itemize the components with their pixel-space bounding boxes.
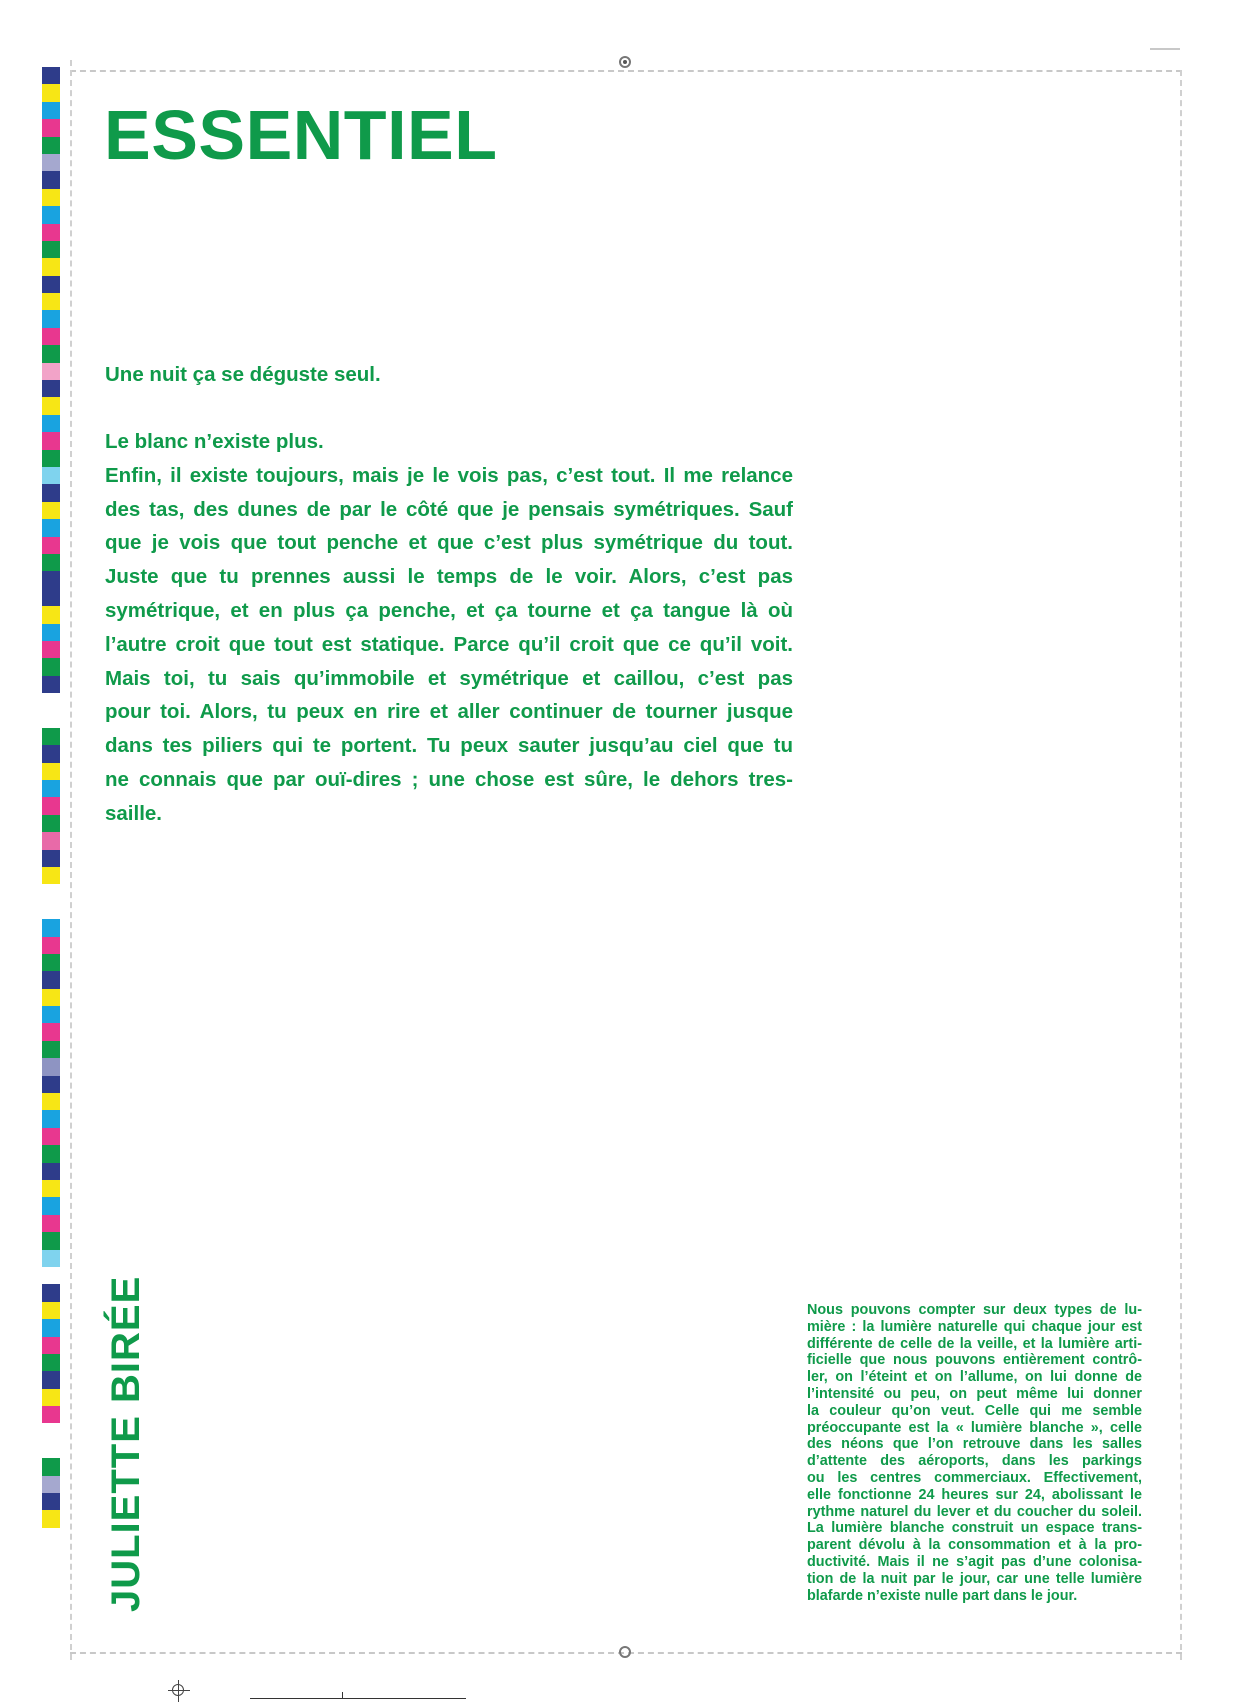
- color-swatch: [42, 467, 60, 484]
- color-swatch: [42, 310, 60, 327]
- color-swatch: [42, 84, 60, 101]
- color-swatch: [42, 328, 60, 345]
- color-swatch: [42, 624, 60, 641]
- color-swatch: [42, 1145, 60, 1162]
- color-swatch: [42, 1493, 60, 1510]
- color-swatch: [42, 850, 60, 867]
- body-line: pour toi. Alors, tu peux en rire et aller continuer de tourner jusque: [105, 700, 793, 724]
- color-swatch: [42, 728, 60, 745]
- color-swatch: [42, 815, 60, 832]
- color-swatch: [42, 937, 60, 954]
- sidenote-line: mière : la lumière naturelle qui chaque jour est: [807, 1318, 1142, 1335]
- body-line: ne connais que par ouï-dires ; une chose est sûre, le dehors tres-: [105, 767, 793, 791]
- color-swatch: [42, 797, 60, 814]
- color-swatch: [42, 519, 60, 536]
- crosshair-icon: [168, 1680, 190, 1702]
- color-swatch: [42, 867, 60, 884]
- sidenote-line: ou les centres commerciaux. Effectivement,: [807, 1469, 1142, 1486]
- sidenote-line: des néons que l’on retrouve dans les salles: [807, 1436, 1142, 1453]
- color-swatch: [42, 537, 60, 554]
- sidenote-line: parent dévolu à la consommation et à la pro-: [807, 1537, 1142, 1554]
- color-swatch: [42, 832, 60, 849]
- color-swatch: [42, 241, 60, 258]
- bottom-rule-tick: [342, 1692, 343, 1699]
- color-swatch: [42, 1006, 60, 1023]
- body-line: des tas, des dunes de par le côté que je pensais symétriques. Sauf: [105, 497, 793, 521]
- color-swatch: [42, 1267, 60, 1284]
- trim-line-left: [70, 60, 72, 1660]
- color-swatch: [42, 484, 60, 501]
- sidenote-line: blafarde n’existe nulle part dans le jour.: [807, 1587, 1078, 1604]
- color-swatch: [42, 971, 60, 988]
- color-swatch: [42, 606, 60, 623]
- color-swatch: [42, 1441, 60, 1458]
- color-swatch: [42, 137, 60, 154]
- color-swatch: [42, 1476, 60, 1493]
- color-swatch: [42, 276, 60, 293]
- color-swatch: [42, 954, 60, 971]
- color-swatch: [42, 206, 60, 223]
- color-swatch: [42, 1337, 60, 1354]
- sidenote-line: préoccupante est la « lumière blanche », celle: [807, 1419, 1142, 1436]
- body-line: Enfin, il existe toujours, mais je le vois pas, c’est tout. Il me relance: [105, 463, 793, 487]
- body-line: Le blanc n’existe plus.: [105, 430, 324, 453]
- color-swatch: [42, 293, 60, 310]
- body-line: Juste que tu prennes aussi le temps de le voir. Alors, c’est pas: [105, 565, 793, 589]
- color-swatch: [42, 380, 60, 397]
- color-swatch: [42, 1389, 60, 1406]
- color-swatch: [42, 119, 60, 136]
- color-swatch: [42, 258, 60, 275]
- color-swatch: [42, 1319, 60, 1336]
- sidenote-line: d’attente des aéroports, dans les parkings: [807, 1453, 1142, 1470]
- body-line: Mais toi, tu sais qu’immobile et symétrique et caillou, c’est pas: [105, 666, 793, 690]
- body-line: symétrique, et en plus ça penche, et ça tourne et ça tangue là où: [105, 598, 793, 622]
- color-swatch: [42, 224, 60, 241]
- color-swatch: [42, 710, 60, 727]
- sidenote-line: l’intensité ou peu, on peut même lui donner: [807, 1385, 1142, 1402]
- color-swatch: [42, 1250, 60, 1267]
- color-swatch: [42, 989, 60, 1006]
- bottom-rule: [250, 1698, 466, 1699]
- color-swatch: [42, 658, 60, 675]
- color-swatch: [42, 1023, 60, 1040]
- color-swatch: [42, 432, 60, 449]
- body-line: que je vois que tout penche et que c’est plus symétrique du tout.: [105, 531, 793, 555]
- color-swatch: [42, 902, 60, 919]
- color-swatch: [42, 1284, 60, 1301]
- crop-mark: [1150, 48, 1180, 50]
- color-swatch: [42, 1180, 60, 1197]
- color-swatch: [42, 1197, 60, 1214]
- color-swatch: [42, 1302, 60, 1319]
- color-swatch: [42, 1058, 60, 1075]
- color-swatch: [42, 1423, 60, 1440]
- color-swatch: [42, 1510, 60, 1527]
- trim-line-right: [1180, 70, 1182, 1660]
- color-swatch: [42, 676, 60, 693]
- color-swatch: [42, 502, 60, 519]
- color-swatch: [42, 1110, 60, 1127]
- color-swatch: [42, 1458, 60, 1475]
- color-swatch: [42, 154, 60, 171]
- sidenote-line: ficielle que nous pouvons entièrement contrô-: [807, 1352, 1142, 1369]
- color-swatch: [42, 641, 60, 658]
- color-swatch: [42, 1232, 60, 1249]
- color-swatch: [42, 1076, 60, 1093]
- intro-line: Une nuit ça se déguste seul.: [105, 363, 381, 386]
- color-swatch: [42, 554, 60, 571]
- sidenote-line: la couleur qu’on veut. Celle qui me semble: [807, 1402, 1142, 1419]
- body-line: l’autre croit que tout est statique. Parce qu’il croit que ce qu’il voit.: [105, 632, 793, 656]
- color-swatch: [42, 1093, 60, 1110]
- color-swatch: [42, 589, 60, 606]
- color-swatch: [42, 1406, 60, 1423]
- sidenote-line: elle fonctionne 24 heures sur 24, abolissant le: [807, 1486, 1142, 1503]
- color-swatch: [42, 415, 60, 432]
- color-swatch: [42, 1163, 60, 1180]
- color-swatch: [42, 1371, 60, 1388]
- body-line: saille.: [105, 801, 162, 825]
- color-swatch: [42, 1041, 60, 1058]
- sidenote-text: [807, 1302, 1142, 1604]
- page-title: ESSENTIEL: [104, 96, 498, 174]
- color-swatch: [42, 345, 60, 362]
- color-calibration-bar: [42, 67, 60, 1528]
- color-swatch: [42, 397, 60, 414]
- color-swatch: [42, 919, 60, 936]
- color-swatch: [42, 189, 60, 206]
- color-swatch: [42, 1354, 60, 1371]
- registration-mark-icon: [619, 56, 631, 68]
- color-swatch: [42, 102, 60, 119]
- color-swatch: [42, 884, 60, 901]
- color-swatch: [42, 745, 60, 762]
- color-swatch: [42, 780, 60, 797]
- color-swatch: [42, 763, 60, 780]
- body-text: [105, 425, 793, 831]
- sidenote-line: ler, on l’éteint et on l’allume, on lui donne de: [807, 1369, 1142, 1386]
- color-swatch: [42, 171, 60, 188]
- body-line: dans tes piliers qui te portent. Tu peux sauter jusqu’au ciel que tu: [105, 734, 793, 758]
- author-name: JULIETTE BIRÉE: [104, 1275, 148, 1612]
- color-swatch: [42, 67, 60, 84]
- color-swatch: [42, 363, 60, 380]
- trim-line-top: [70, 70, 1182, 72]
- color-swatch: [42, 693, 60, 710]
- color-swatch: [42, 450, 60, 467]
- color-swatch: [42, 1128, 60, 1145]
- sidenote-line: rythme naturel du lever et du coucher du soleil.: [807, 1503, 1142, 1520]
- color-swatch: [42, 1215, 60, 1232]
- registration-mark-icon: [619, 1646, 631, 1658]
- sidenote-line: différente de celle de la veille, et la lumière arti-: [807, 1335, 1142, 1352]
- sidenote-line: tion de la nuit par le jour, car une telle lumière: [807, 1570, 1142, 1587]
- color-swatch: [42, 571, 60, 588]
- sidenote-line: La lumière blanche construit un espace trans-: [807, 1520, 1142, 1537]
- sidenote-line: Nous pouvons compter sur deux types de lu-: [807, 1302, 1142, 1318]
- sidenote-line: ductivité. Mais il ne s’agit pas d’une colonisa-: [807, 1553, 1142, 1570]
